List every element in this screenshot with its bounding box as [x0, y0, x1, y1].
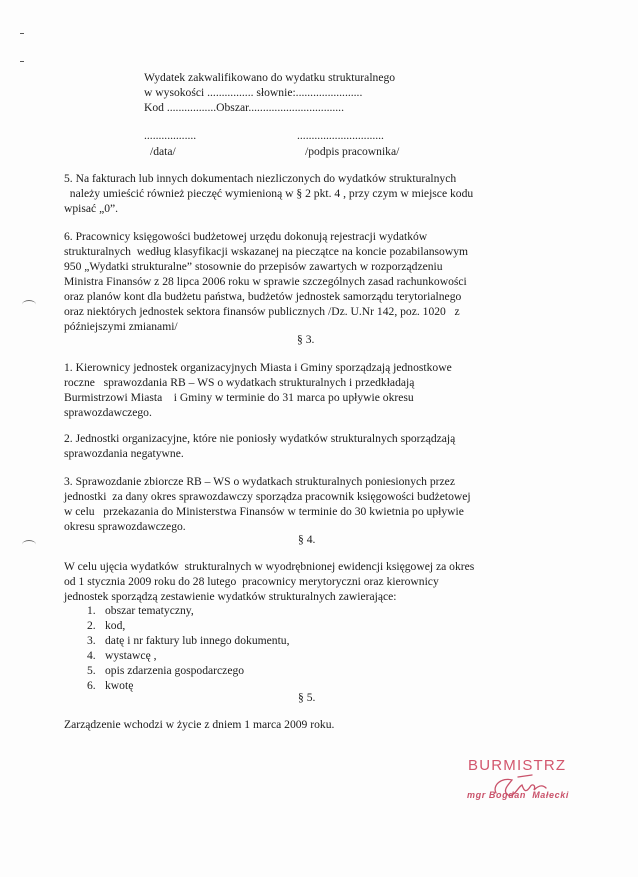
paragraph-5-line: wpisać „0”.	[64, 202, 119, 215]
margin-mark	[20, 61, 24, 62]
paragraph-5-line: 5. Na fakturach lub innych dokumentach niezliczonych do wydatków strukturalnych	[64, 172, 457, 185]
section-3-p3-line: jednostki za dany okres sprawozdawczy sporządza pracownik księgowości budżetowej	[64, 490, 471, 503]
section-4-intro-line: jednostek sporządzą zestawienie wydatków strukturalnych zawierające:	[64, 590, 397, 603]
punch-mark	[22, 540, 36, 549]
list-item: kwotę	[105, 679, 134, 692]
mayor-stamp	[468, 757, 598, 817]
stamp-title: BURMISTRZ	[468, 757, 567, 774]
section-5-heading: § 5.	[298, 691, 316, 704]
margin-mark	[20, 33, 24, 34]
paragraph-6-line: strukturalnych według klasyfikacji wskazanej na pieczątce na koncie pozabilansowym	[64, 245, 469, 258]
section-3-p2-line: 2. Jednostki organizacyjne, które nie poniosły wydatków strukturalnych sporządzają	[64, 432, 456, 445]
section-3-p1-line: sprawozdawczego.	[64, 406, 152, 419]
date-dots: ..................	[144, 129, 197, 142]
signature-dots: ..............................	[297, 129, 384, 142]
header-line: Kod .................Obszar.................................	[144, 101, 344, 114]
header-line: Wydatek zakwalifikowano do wydatku strukturalnego	[144, 71, 396, 84]
header-line: w wysokości ................ słownie:.......................	[144, 86, 363, 99]
section-4-intro-line: W celu ujęcia wydatków strukturalnych w wyodrębnionej ewidencji księgowej za okres	[64, 560, 475, 573]
list-item-number: 4.	[87, 649, 96, 662]
section-3-p3-line: 3. Sprawozdanie zbiorcze RB – WS o wydatkach strukturalnych poniesionych przez	[64, 475, 455, 488]
stamp-name: mgr Bogdan Małecki	[467, 790, 569, 800]
section-3-heading: § 3.	[297, 333, 315, 346]
signature-label: /podpis pracownika/	[305, 145, 400, 158]
paragraph-6-line: późniejszymi zmianami/	[64, 320, 178, 333]
list-item-number: 3.	[87, 634, 96, 647]
section-4-intro-line: od 1 stycznia 2009 roku do 28 lutego pracownicy merytoryczni oraz kierownicy	[64, 575, 439, 588]
list-item: datę i nr faktury lub innego dokumentu,	[105, 634, 290, 647]
list-item: kod,	[105, 619, 126, 632]
closing-sentence: Zarządzenie wchodzi w życie z dniem 1 marca 2009 roku.	[64, 718, 335, 731]
paragraph-6-line: oraz niektórych jednostek sektora finansów publicznych /Dz. U.Nr 142, poz. 1020 z	[64, 305, 460, 318]
list-item-number: 6.	[87, 679, 96, 692]
list-item: opis zdarzenia gospodarczego	[105, 664, 245, 677]
section-4-heading: § 4.	[298, 533, 316, 546]
date-label: /data/	[150, 145, 176, 158]
section-3-p3-line: okresu sprawozdawczego.	[64, 520, 186, 533]
paragraph-5-line: należy umieścić również pieczęć wymienioną w § 2 pkt. 4 , przy czym w miejsce kodu	[64, 187, 474, 200]
paragraph-6-line: oraz planów kont dla budżetu państwa, budżetów jednostek samorządu terytorialnego	[64, 290, 462, 303]
list-item: wystawcę ,	[105, 649, 157, 662]
list-item-number: 5.	[87, 664, 96, 677]
section-3-p1-line: roczne sprawozdania RB – WS o wydatkach strukturalnych i przedkładają	[64, 376, 415, 389]
list-item: obszar tematyczny,	[105, 604, 194, 617]
list-item-number: 1.	[87, 604, 96, 617]
paragraph-6-line: Ministra Finansów z 28 lipca 2006 roku w sprawie szczególnych zasad rachunkowości	[64, 275, 467, 288]
punch-mark	[22, 300, 36, 309]
paragraph-6-line: 950 „Wydatki strukturalne” stosownie do przepisów zawartych w rozporządzeniu	[64, 260, 443, 273]
list-item-number: 2.	[87, 619, 96, 632]
section-3-p1-line: 1. Kierownicy jednostek organizacyjnych Miasta i Gminy sporządzają jednostkowe	[64, 361, 452, 374]
section-3-p1-line: Burmistrzowi Miasta i Gminy w terminie do 31 marca po upływie okresu	[64, 391, 414, 404]
section-3-p3-line: w celu przekazania do Ministerstwa Finansów w terminie do 30 kwietnia po upływie	[64, 505, 464, 518]
section-3-p2-line: sprawozdania negatywne.	[64, 447, 184, 460]
paragraph-6-line: 6. Pracownicy księgowości budżetowej urzędu dokonują rejestracji wydatków	[64, 230, 428, 243]
